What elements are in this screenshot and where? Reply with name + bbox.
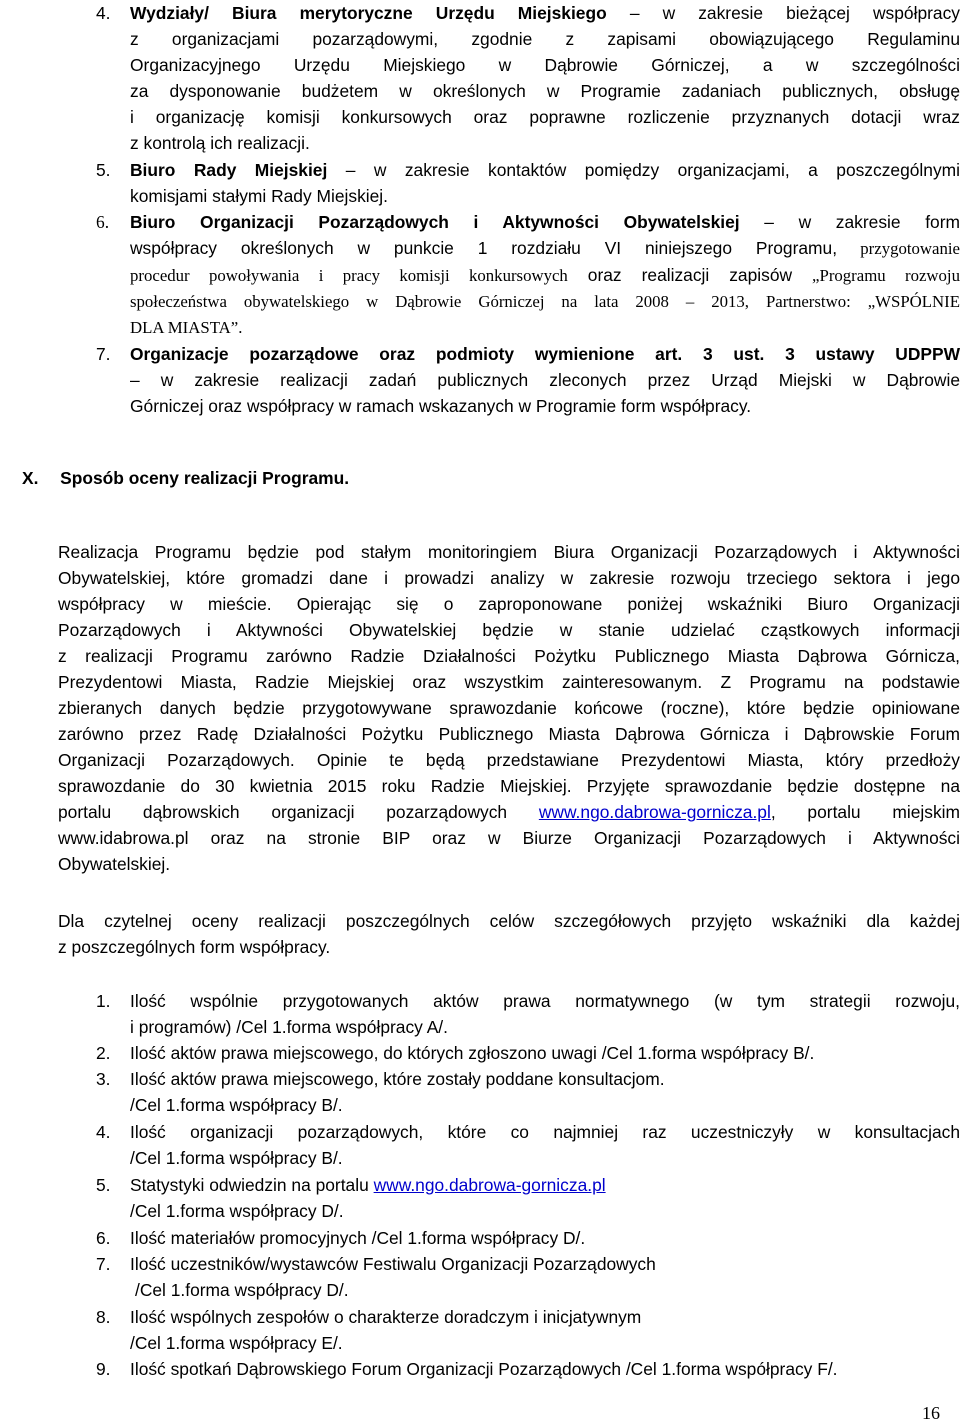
- item-6-number: 6.: [96, 212, 110, 232]
- ngo-portal-link[interactable]: www.ngo.dabrowa-gornicza.pl: [373, 1175, 606, 1195]
- section-title: Sposób oceny realizacji Programu.: [60, 468, 350, 488]
- ngo-portal-link[interactable]: www.ngo.dabrowa-gornicza.pl: [538, 802, 771, 822]
- item-7-bold: Organizacje pozarządowe oraz podmioty wymienione art. 3 ust. 3 ustawy UDPPW: [130, 344, 960, 364]
- indicator-item: 1. Ilość wspólnie przygotowanych aktów prawa normatywnego (w tym strategii rozwoju, i programów) /Cel 1.forma współpracy A/.: [96, 991, 960, 1037]
- indicator-item: 5. Statystyki odwiedzin na portalu www.ngo.dabrowa-gornicza.pl /Cel 1.forma współpracy D/.: [96, 1175, 606, 1221]
- indicator-item: 2. Ilość aktów prawa miejscowego, do których zgłoszono uwagi /Cel 1.forma współpracy B/.: [96, 1043, 815, 1063]
- item-4-number: 4.: [96, 3, 111, 23]
- indicator-item: 6. Ilość materiałów promocyjnych /Cel 1.forma współpracy D/.: [96, 1228, 586, 1248]
- indicator-item: 3. Ilość aktów prawa miejscowego, które zostały poddane konsultacjom. /Cel 1.forma współpracy B/.: [96, 1069, 665, 1115]
- page-number: 16: [922, 1403, 940, 1423]
- item-5: Biuro Rady Miejskiej – w zakresie kontaktów pomiędzy organizacjami, a poszczególnymi komisjami stałymi Rady Miejskiej.: [130, 160, 960, 206]
- indicators-intro-paragraph: Dla czytelnej oceny realizacji poszczególnych celów szczegółowych przyjęto wskaźniki dla każdej z poszczególnych form współpracy.: [58, 911, 960, 957]
- indicator-item: 8. Ilość wspólnych zespołów o charakterze doradczym i inicjatywnym /Cel 1.forma współpracy E/.: [96, 1307, 642, 1353]
- section-heading: [22, 468, 349, 489]
- indicator-item: 7. Ilość uczestników/wystawców Festiwalu Organizacji Pozarządowych /Cel 1.forma współpracy D/.: [96, 1254, 656, 1300]
- item-7: Organizacje pozarządowe oraz podmioty wymienione art. 3 ust. 3 ustawy UDPPW – w zakresie realizacji zadań publicznych zleconych przez Urząd Miejski w Dąbrowie Górniczej oraz współpracy w ramach wskazanych w Programie form współpracy.: [130, 344, 960, 416]
- item-6: Biuro Organizacji Pozarządowych i Aktywności Obywatelskiej – w zakresie form współpracy określonych w punkcie 1 rozdziału VI niniejszego Programu, przygotowanie procedur powoływania i pracy komisji konkursowych oraz realizacji zapisów „Programu rozwoju społeczeństwa obywatelskiego w Dąbrowie Górniczej na lata 2008 – 2013, Partnerstwo: „WSPÓLNIE DLA MIASTA”.: [130, 212, 960, 337]
- item-4-bold: Wydziały/ Biura merytoryczne Urzędu Miejskiego: [130, 3, 607, 23]
- item-7-number: 7.: [96, 344, 111, 364]
- item-5-number: 5.: [96, 160, 111, 180]
- indicator-item: 9. Ilość spotkań Dąbrowskiego Forum Organizacji Pozarządowych /Cel 1.forma współpracy F/.: [96, 1359, 838, 1379]
- monitoring-paragraph: Realizacja Programu będzie pod stałym monitoringiem Biura Organizacji Pozarządowych i Aktywności Obywatelskiej, które gromadzi dane i prowadzi analizy w zakresie rozwoju trzeciego sektora i jego współpracy w mieście. Opierając się o zaproponowane poniżej wskaźniki Biuro Organizacji Pozarządowych i Aktywności Obywatelskiej będzie w stanie udzielać cząstkowych informacji z realizacji Programu zarówno Radzie Działalności Pożytku Publicznego Miasta Dąbrowa Górnicza, Prezydentowi Miasta, Radzie Miejskiej oraz wszystkim zainteresowanym. Z Programu na podstawie zbieranych danych będzie przygotowywane sprawozdanie końcowe (roczne), które będzie opiniowane zarówno przez Radę Działalności Pożytku Publicznego Miasta Dąbrowa Górnicza i Dąbrowskie Forum Organizacji Pozarządowych. Opinie te będą przedstawiane Prezydentowi Miasta, który przedłoży sprawozdanie do 30 kwietnia 2015 roku Radzie Miejskiej. Przyjęte sprawozdanie będzie dostępne na portalu dąbrowskich organizacji pozarządowych www.ngo.dabrowa-gornicza.pl, portalu miejskim www.idabrowa.pl oraz na stronie BIP oraz w Biurze Organizacji Pozarządowych i Aktywności Obywatelskiej.: [58, 542, 960, 874]
- indicator-item: 4. Ilość organizacji pozarządowych, które co najmniej raz uczestniczyły w konsultacjach /Cel 1.forma współpracy B/.: [96, 1122, 960, 1168]
- section-number: X.: [22, 468, 39, 488]
- item-4: Wydziały/ Biura merytoryczne Urzędu Miejskiego – w zakresie bieżącej współpracy z organizacjami pozarządowymi, zgodnie z zapisami obowiązującego Regulaminu Organizacyjnego Urzędu Miejskiego w Dąbrowie Górniczej, a w szczególności za dysponowanie budżetem w określonych w Programie zadaniach publicznych, obsługę i organizację komisji konkursowych oraz poprawne rozliczenie przyznanych dotacji wraz z kontrolą ich realizacji.: [130, 0, 960, 156]
- item-4-line-1: Wydziały/ Biura merytoryczne Urzędu Miejskiego – w zakresie bieżącej współpracy: [130, 3, 960, 23]
- item-5-bold: Biuro Rady Miejskiej: [130, 160, 328, 180]
- item-6-bold: Biuro Organizacji Pozarządowych i Aktywności Obywatelskiej: [130, 212, 740, 232]
